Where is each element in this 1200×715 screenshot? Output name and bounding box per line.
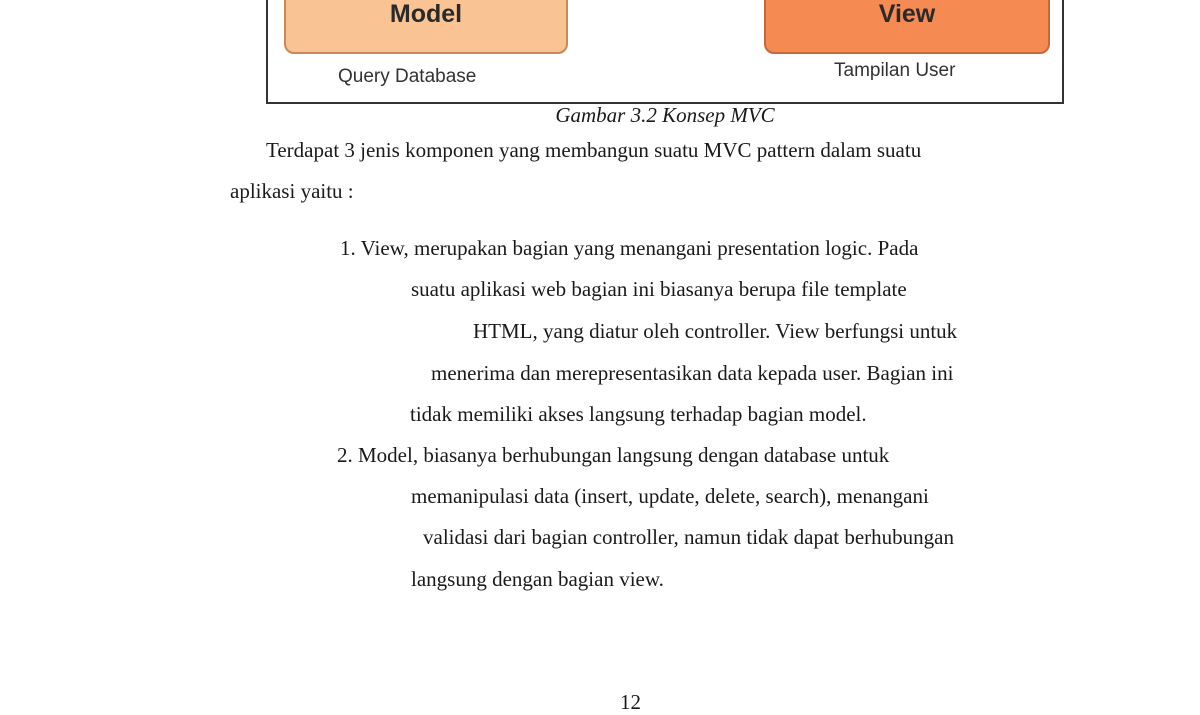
list-item-view-line: tidak memiliki akses langsung terhadap bagian model. bbox=[410, 402, 867, 426]
intro-line: aplikasi yaitu : bbox=[230, 179, 354, 203]
list-item-view-line: menerima dan merepresentasikan data kepada user. Bagian ini bbox=[431, 361, 954, 385]
intro-line: Terdapat 3 jenis komponen yang membangun suatu MVC pattern dalam suatu bbox=[266, 138, 922, 162]
list-item-view-line: 1. View, merupakan bagian yang menangani presentation logic. Pada bbox=[340, 236, 919, 260]
view-title: View bbox=[878, 0, 936, 28]
list-item-view-line: suatu aplikasi web bagian ini biasanya berupa file template bbox=[411, 277, 907, 301]
mvc-figure bbox=[266, 0, 1064, 104]
page-number: 12 bbox=[620, 690, 641, 714]
view-box bbox=[764, 0, 1050, 54]
list-item-model-line: langsung dengan bagian view. bbox=[411, 567, 664, 591]
model-box bbox=[284, 0, 568, 54]
list-item-model-line: 2. Model, biasanya berhubungan langsung dengan database untuk bbox=[337, 443, 890, 467]
model-caption: Query Database bbox=[338, 66, 477, 87]
list-item-view-line: HTML, yang diatur oleh controller. View berfungsi untuk bbox=[473, 319, 958, 343]
model-title: Model bbox=[389, 0, 463, 28]
figure-caption: Gambar 3.2 Konsep MVC bbox=[555, 103, 775, 127]
list-item-model-line: validasi dari bagian controller, namun tidak dapat berhubungan bbox=[423, 525, 954, 549]
view-caption: Tampilan User bbox=[834, 60, 956, 81]
list-item-model-line: memanipulasi data (insert, update, delete, search), menangani bbox=[411, 484, 929, 508]
